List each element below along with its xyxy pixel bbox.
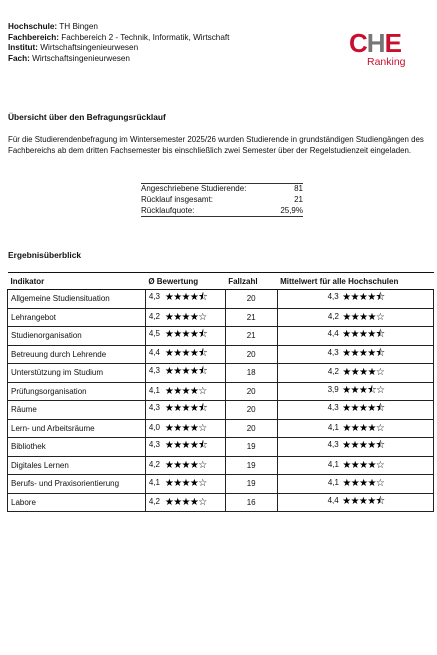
average-value: 4,3 <box>327 292 339 302</box>
star-rating-icon: ★★★★☆ <box>164 311 207 323</box>
rating-cell <box>145 308 225 327</box>
count-cell: 19 <box>225 475 277 494</box>
average-value: 4,1 <box>327 422 339 432</box>
rating-value: 4,1 <box>148 478 160 488</box>
table-header-row <box>8 273 434 290</box>
indicator-cell: Unterstützung im Studium <box>8 364 146 383</box>
logo-che-text: CHE <box>349 28 401 58</box>
star-rating-icon: ★★★★⯪ <box>164 292 208 304</box>
institut-value: Wirtschaftsingenieurwesen <box>40 43 139 52</box>
average-value: 4,1 <box>327 459 339 469</box>
rating-value: 4,2 <box>148 496 160 506</box>
rating-value: 4,3 <box>148 366 160 376</box>
count-cell: 20 <box>225 419 277 438</box>
rating-cell <box>145 290 225 309</box>
fachbereich-value: Fachbereich 2 - Technik, Informatik, Wirtschaft <box>61 32 230 42</box>
rating-cell <box>145 493 225 512</box>
star-rating-icon: ★★★★☆ <box>164 385 207 397</box>
average-cell <box>277 438 433 457</box>
results-table-body <box>8 290 434 512</box>
table-row <box>8 308 434 327</box>
col-header-bewertung: Ø Bewertung <box>145 273 225 290</box>
rating-value: 4,3 <box>148 440 160 450</box>
star-rating-icon: ★★★★☆ <box>342 367 385 379</box>
table-row <box>8 327 434 346</box>
institut-line: Institut: Wirtschaftsingenieurwesen <box>8 43 139 52</box>
rating-cell <box>145 456 225 475</box>
star-rating-icon: ★★★★⯪ <box>342 495 385 507</box>
star-rating-icon: ★★★★☆ <box>164 478 207 490</box>
rating-cell <box>145 382 225 401</box>
rating-value: 4,0 <box>148 422 160 432</box>
average-value: 4,1 <box>327 478 339 488</box>
header-info <box>8 22 229 64</box>
section-title-ruecklauf: Übersicht über den Befragungsrücklauf <box>8 112 166 122</box>
table-row <box>8 493 434 512</box>
table-row <box>8 456 434 475</box>
average-value: 4,3 <box>327 440 339 450</box>
count-cell: 21 <box>225 327 277 346</box>
star-rating-icon: ★★★★☆ <box>342 311 385 323</box>
rating-value: 4,2 <box>148 459 160 469</box>
table-row <box>8 475 434 494</box>
response-summary <box>141 183 303 217</box>
col-header-indikator: Indikator <box>8 273 146 290</box>
rating-value: 4,2 <box>148 311 160 321</box>
divider <box>141 216 303 217</box>
average-value: 4,2 <box>327 311 339 321</box>
star-rating-icon: ★★★★⯪ <box>342 329 385 341</box>
col-header-mittelwert: Mittelwert für alle Hochschulen <box>277 273 433 290</box>
star-rating-icon: ★★★★☆ <box>164 496 207 508</box>
indicator-cell: Lehrangebot <box>8 308 146 327</box>
hochschule-line: Hochschule: TH Bingen <box>8 22 98 31</box>
star-rating-icon: ★★★★⯪ <box>164 347 208 359</box>
table-row <box>8 364 434 383</box>
fach-line: Fach: Wirtschaftsingenieurwesen <box>8 53 130 63</box>
rating-value: 4,5 <box>148 329 160 339</box>
fachbereich-line: Fachbereich: Fachbereich 2 - Technik, Informatik, Wirtschaft <box>8 32 230 42</box>
average-cell <box>277 456 433 475</box>
star-rating-icon: ★★★★⯪ <box>164 403 208 415</box>
average-value: 4,4 <box>327 329 339 339</box>
star-rating-icon: ★★★★⯪ <box>164 366 208 378</box>
star-rating-icon: ★★★★☆ <box>164 422 207 434</box>
table-row <box>8 345 434 364</box>
response-row: Angeschriebene Studierende: 81 <box>141 184 303 193</box>
average-value: 3,9 <box>327 384 339 394</box>
count-cell: 20 <box>225 401 277 420</box>
table-row <box>8 419 434 438</box>
indicator-cell: Betreuung durch Lehrende <box>8 345 146 364</box>
count-cell: 20 <box>225 382 277 401</box>
average-cell <box>277 382 433 401</box>
col-header-fallzahl: Fallzahl <box>225 273 277 290</box>
average-value: 4,3 <box>327 403 339 413</box>
star-rating-icon: ★★★⯪☆ <box>342 384 385 396</box>
table-row <box>8 290 434 309</box>
rating-cell <box>145 419 225 438</box>
table-row <box>8 438 434 457</box>
star-rating-icon: ★★★★☆ <box>342 459 385 471</box>
average-cell <box>277 345 433 364</box>
star-rating-icon: ★★★★⯪ <box>342 403 385 415</box>
results-table <box>7 272 434 512</box>
indicator-cell: Studienorganisation <box>8 327 146 346</box>
intro-text: Für die Studierendenbefragung im Wintersemester 2025/26 wurden Studierende in grundständigen Studiengängen des Fachbereichs ab dem dritten Fachsemester bis einschließlich zwei Semester über der Regelstudienzeit eingeladen. <box>8 135 424 155</box>
average-cell <box>277 493 433 512</box>
hochschule-value: TH Bingen <box>59 22 98 31</box>
star-rating-icon: ★★★★⯪ <box>164 440 208 452</box>
rating-cell <box>145 438 225 457</box>
che-ranking-logo <box>349 30 429 68</box>
count-cell: 19 <box>225 456 277 475</box>
fach-value: Wirtschaftsingenieurwesen <box>32 53 130 63</box>
star-rating-icon: ★★★★☆ <box>164 459 207 471</box>
indicator-cell: Digitales Lernen <box>8 456 146 475</box>
indicator-cell: Lern- und Arbeitsräume <box>8 419 146 438</box>
table-row <box>8 382 434 401</box>
rating-value: 4,4 <box>148 347 160 357</box>
count-cell: 21 <box>225 308 277 327</box>
count-cell: 18 <box>225 364 277 383</box>
rating-cell <box>145 345 225 364</box>
average-cell <box>277 290 433 309</box>
indicator-cell: Allgemeine Studiensituation <box>8 290 146 309</box>
indicator-cell: Prüfungsorganisation <box>8 382 146 401</box>
average-cell <box>277 364 433 383</box>
rating-value: 4,1 <box>148 385 160 395</box>
rating-value: 4,3 <box>148 292 160 302</box>
star-rating-icon: ★★★★☆ <box>342 478 385 490</box>
count-cell: 20 <box>225 290 277 309</box>
indicator-cell: Räume <box>8 401 146 420</box>
rating-value: 4,3 <box>148 403 160 413</box>
rating-cell <box>145 475 225 494</box>
indicator-cell: Bibliothek <box>8 438 146 457</box>
average-cell <box>277 327 433 346</box>
average-cell <box>277 401 433 420</box>
rating-cell <box>145 364 225 383</box>
indicator-cell: Labore <box>8 493 146 512</box>
star-rating-icon: ★★★★⯪ <box>164 329 208 341</box>
count-cell: 20 <box>225 345 277 364</box>
average-value: 4,2 <box>327 367 339 377</box>
average-value: 4,3 <box>327 347 339 357</box>
response-row: Rücklauf insgesamt: 21 <box>141 194 303 204</box>
section-title-ergebnis: Ergebnisüberblick <box>8 250 82 260</box>
average-cell <box>277 308 433 327</box>
average-value: 4,4 <box>327 495 339 505</box>
star-rating-icon: ★★★★⯪ <box>342 347 385 359</box>
star-rating-icon: ★★★★⯪ <box>342 292 385 304</box>
star-rating-icon: ★★★★☆ <box>342 422 385 434</box>
response-row: Rücklaufquote: 25,9% <box>141 205 303 215</box>
rating-cell <box>145 327 225 346</box>
count-cell: 16 <box>225 493 277 512</box>
indicator-cell: Berufs- und Praxisorientierung <box>8 475 146 494</box>
logo-sub-text: Ranking <box>367 56 406 68</box>
table-row <box>8 401 434 420</box>
average-cell <box>277 419 433 438</box>
count-cell: 19 <box>225 438 277 457</box>
rating-cell <box>145 401 225 420</box>
average-cell <box>277 475 433 494</box>
star-rating-icon: ★★★★⯪ <box>342 440 385 452</box>
